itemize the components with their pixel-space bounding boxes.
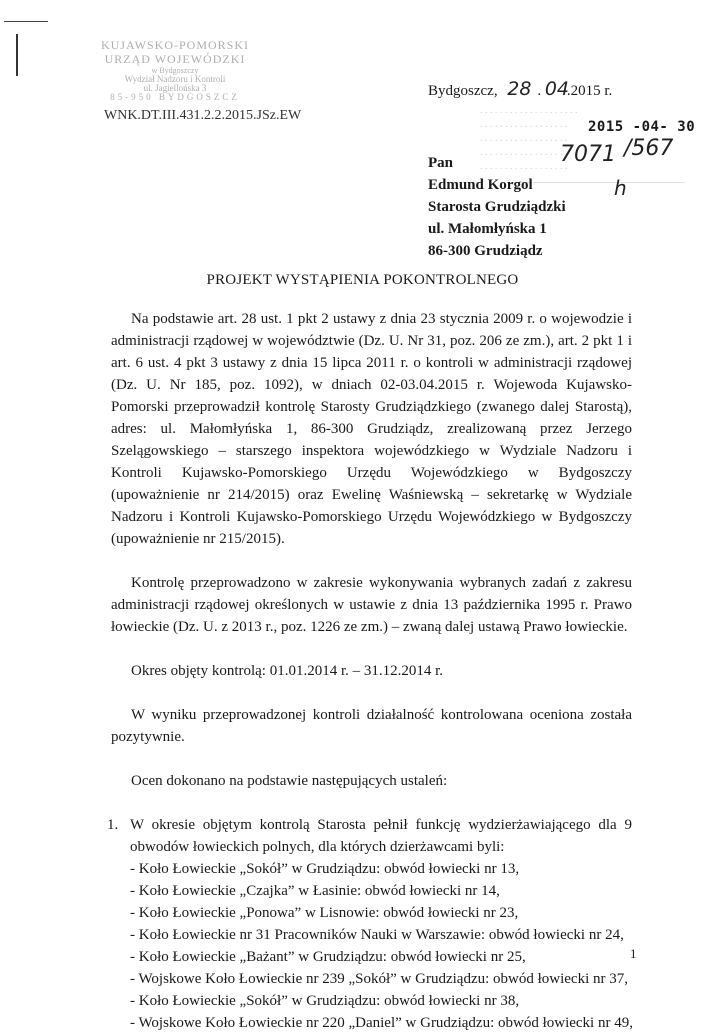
hunting-club-line: - Koło Łowieckie nr 31 Pracowników Nauki w Warszawie: obwód łowiecki nr 24,: [130, 927, 624, 943]
paragraph-legal-basis: Na podstawie art. 28 ust. 1 pkt 2 ustawy z dnia 23 stycznia 2009 r. o wojewodzie i administracji rządowej w województwie (Dz. U. Nr 31, poz. 206 ze zm.), art. 2 pkt 1 i art. 6 ust. 4 pkt 3 ustawy z dnia 15 lipca 2011 r. o kontroli w administracji rządowej (Dz. U. Nr 185, poz. 1092), w dniach 02-03.04.2015 r. Wojewoda Kujawsko-Pomorski przeprowadził kontrolę Starosty Grudziądzkiego (zwanego dalej Starostą), adres: ul. Małomłyńska 1, 86-300 Grudziądz, zrealizowaną przez Jerzego Szelągowskiego – starszego inspektora wojewódzkiego w Wydziale Nadzoru i Kontroli Kujawsko-Pomorskiego Urzędu Wojewódzkiego w Bydgoszczy (upoważnienie nr 214/2015) oraz Ewelinę Waśniewską – sekretarkę w Wydziale Nadzoru i Kontroli Kujawsko-Pomorskiego Urzędu Wojewódzkiego w Bydgoszczy (upoważnienie nr 215/2015).: [111, 311, 632, 547]
addressee-salutation: Pan: [428, 155, 454, 171]
list-item: [107, 814, 633, 1034]
hunting-club-line: - Wojskowe Koło Łowieckie nr 220 „Daniel” w Grudziądzu: obwód łowiecki nr 49,: [130, 1015, 633, 1031]
paragraph-period: Okres objęty kontrolą: 01.01.2014 r. – 31.12.2014 r.: [131, 663, 444, 679]
hunting-club-line: - Koło Łowieckie „Sokół” w Grudziądzu: obwód łowiecki nr 13,: [130, 861, 520, 877]
date-line: Bydgoszcz, 28 . 04.2015 r.: [428, 78, 613, 100]
reference-number: WNK.DT.III.431.2.2.2015.JSz.EW: [104, 108, 302, 123]
stamp-line-5: ul. Jagiellońska 3: [143, 83, 207, 93]
registry-number: 7071: [560, 142, 616, 167]
list-item-number: 1.: [107, 817, 119, 833]
paragraph-findings-intro: Ocen dokonano na podstawie następujących ustaleń:: [131, 773, 448, 789]
stamp-line-3: w Bydgoszczy: [151, 66, 199, 75]
addressee-street: ul. Małomłyńska 1: [428, 221, 547, 237]
hunting-club-line: - Koło Łowieckie „Ponowa” w Lisnowie: obwód łowiecki nr 23,: [130, 905, 519, 921]
page-number: 1: [630, 946, 637, 961]
document-title: PROJEKT WYSTĄPIENIA POKONTROLNEGO: [206, 272, 519, 288]
findings-list: [107, 814, 633, 1034]
addressee-block: [428, 152, 566, 262]
hunting-club-line: - Koło Łowieckie „Sokół” w Grudziądzu: obwód łowiecki nr 38,: [130, 993, 520, 1009]
addressee-city: 86-300 Grudziądz: [428, 243, 543, 259]
faint-registry-stamp: . . . . . . . . . . . . . . . . . . . . . . . . . . . . . . . . . . . . . . . . . . . . . . . . . . . . . . . . . . . . . . . . . . . . . . . . . . . . . . . . . . . . . . . . . . . .: [480, 105, 578, 172]
hunting-club-line: - Wojskowe Koło Łowieckie nr 239 „Sokół” w Grudziądzu: obwód łowiecki nr 37,: [130, 971, 628, 987]
hunting-club-line: - Koło Łowieckie „Bażant” w Grudziądzu: obwód łowiecki nr 25,: [130, 949, 526, 965]
hunting-club-line: - Koło Łowieckie „Czajka” w Łasinie: obwód łowiecki nr 14,: [130, 883, 500, 899]
date-day-handwritten: 28: [507, 78, 532, 100]
handwritten-initials: h: [614, 176, 627, 200]
received-date-stamp: 2015 -04- 30: [588, 119, 696, 135]
addressee-position: Starosta Grudziądzki: [428, 199, 566, 215]
date-month-handwritten: 04: [544, 78, 570, 100]
registry-suffix: /567: [624, 136, 674, 161]
paragraph-assessment: W wyniku przeprowadzonej kontroli działalność kontrolowana oceniona została pozytywnie.: [111, 707, 632, 745]
corner-mark: [4, 21, 48, 22]
addressee-name: Edmund Korgol: [428, 177, 533, 193]
margin-bar: [16, 34, 18, 76]
stamp-line-1: KUJAWSKO-POMORSKI: [100, 38, 250, 52]
document-body: [107, 308, 633, 1034]
stamp-line-6: 85-950 BYDGOSZCZ: [110, 92, 240, 102]
paragraph-scope: Kontrolę przeprowadzono w zakresie wykonywania wybranych zadań z zakresu administracji rządowej określonych w ustawie z dnia 13 października 1995 r. Prawo łowieckie (Dz. U. z 2013 r., poz. 1226 ze zm.) – zwaną dalej ustawą Prawo łowieckie.: [111, 575, 632, 635]
date-place: Bydgoszcz,: [428, 83, 498, 99]
list-item-text: W okresie objętym kontrolą Starosta pełnił funkcję wydzierżawiającego dla 9 obwodów łowieckich polnych, dla których dzierżawcami byli:: [130, 817, 632, 855]
registry-number-handwritten: [560, 136, 674, 167]
office-stamp: [90, 38, 260, 110]
stamp-line-4: Wydział Nadzoru i Kontroli: [124, 74, 226, 84]
date-year: .2015 r.: [566, 83, 613, 99]
stamp-line-2: URZĄD WOJEWÓDZKI: [104, 52, 246, 66]
